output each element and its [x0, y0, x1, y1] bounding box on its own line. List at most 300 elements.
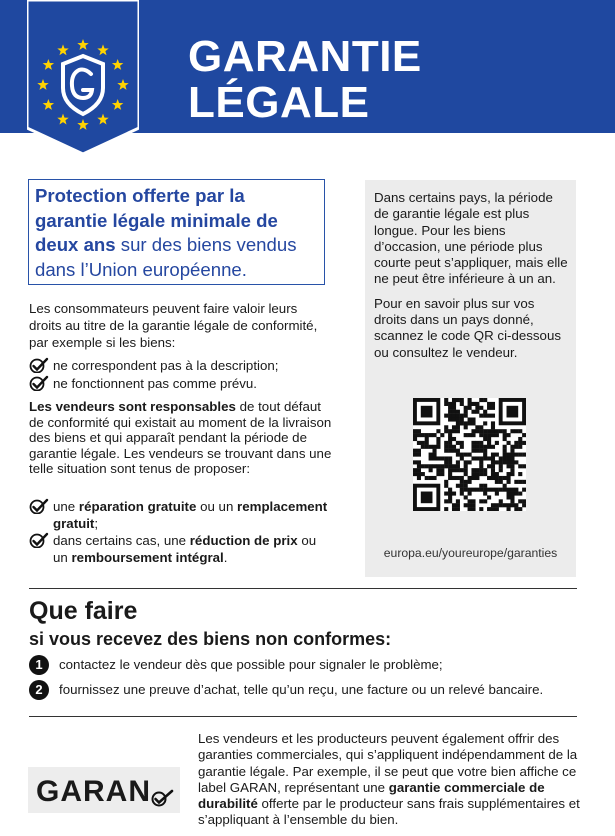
qr-module — [464, 410, 468, 414]
qr-module — [468, 492, 472, 496]
qr-module — [514, 480, 518, 484]
qr-module — [417, 429, 421, 433]
qr-module — [432, 433, 436, 437]
qr-module — [518, 507, 522, 511]
remedy-bold-2: remboursement intégral — [71, 550, 224, 565]
qr-module — [491, 425, 495, 429]
qr-module — [417, 476, 421, 480]
qr-module — [448, 437, 452, 441]
qr-module — [468, 499, 472, 503]
qr-module — [413, 472, 417, 476]
qr-module — [479, 484, 483, 488]
qr-module — [432, 476, 436, 480]
qr-module — [518, 453, 522, 457]
qr-module — [479, 449, 483, 453]
qr-module — [417, 468, 421, 472]
qr-module — [510, 464, 514, 468]
qr-module — [495, 433, 499, 437]
divider — [29, 716, 577, 717]
qr-module — [503, 503, 507, 507]
qr-module — [456, 499, 460, 503]
qr-module — [468, 476, 472, 480]
qr-module — [448, 464, 452, 468]
garan-check-icon — [150, 789, 174, 807]
qr-module — [436, 456, 440, 460]
qr-module — [507, 476, 511, 480]
qr-module — [491, 414, 495, 418]
vendors-rest: de tout défaut de conformité qui existait au moment de la livraison des biens et qui apparaît pendant la période de garantie légale. Les vendeurs se trouvant dans une telle situation sont tenus de proposer: — [29, 399, 332, 477]
qr-module — [499, 476, 503, 480]
qr-module — [510, 460, 514, 464]
qr-module — [510, 495, 514, 499]
qr-module — [413, 433, 417, 437]
qr-module — [429, 468, 433, 472]
qr-code[interactable] — [413, 398, 526, 511]
qr-module — [456, 468, 460, 472]
qr-module — [507, 495, 511, 499]
qr-module — [479, 445, 483, 449]
qr-module — [491, 429, 495, 433]
qr-module — [479, 433, 483, 437]
qr-module — [518, 441, 522, 445]
qr-module — [518, 464, 522, 468]
qr-module — [503, 456, 507, 460]
qr-module — [483, 445, 487, 449]
qr-finder — [507, 406, 519, 418]
qr-module — [491, 445, 495, 449]
qr-module — [460, 492, 464, 496]
qr-module — [464, 406, 468, 410]
qr-module — [491, 456, 495, 460]
remedy-post: ; — [94, 516, 99, 531]
condition-text: ne fonctionnent pas comme prévu. — [53, 376, 258, 391]
qr-module — [491, 507, 495, 511]
qr-module — [448, 402, 452, 406]
qr-module — [503, 433, 507, 437]
qr-module — [499, 456, 503, 460]
qr-module — [460, 468, 464, 472]
qr-module — [471, 472, 475, 476]
qr-module — [479, 472, 483, 476]
qr-module — [444, 499, 448, 503]
qr-module — [429, 453, 433, 457]
qr-module — [503, 488, 507, 492]
qr-module — [495, 460, 499, 464]
qr-module — [471, 421, 475, 425]
qr-module — [495, 476, 499, 480]
qr-module — [510, 503, 514, 507]
qr-module — [468, 453, 472, 457]
qr-module — [429, 445, 433, 449]
vendors-bold: Les vendeurs sont responsables — [29, 399, 236, 414]
qr-module — [417, 464, 421, 468]
qr-module — [444, 445, 448, 449]
qr-module — [471, 445, 475, 449]
qr-module — [444, 464, 448, 468]
protection-bold: Protection offerte par la garantie légale minimale de deux ans — [35, 185, 278, 255]
remedy-bold-1: réduction de prix — [189, 533, 298, 548]
qr-module — [510, 499, 514, 503]
qr-module — [514, 441, 518, 445]
qr-module — [452, 398, 456, 402]
qr-module — [471, 499, 475, 503]
qr-module — [479, 499, 483, 503]
qr-module — [518, 445, 522, 449]
qr-module — [429, 433, 433, 437]
qr-module — [452, 437, 456, 441]
qr-module — [460, 445, 464, 449]
qr-module — [460, 421, 464, 425]
qr-module — [522, 488, 526, 492]
qr-module — [471, 402, 475, 406]
qr-module — [444, 480, 448, 484]
qr-module — [514, 453, 518, 457]
qr-module — [421, 472, 425, 476]
qr-module — [491, 402, 495, 406]
qr-module — [452, 507, 456, 511]
qr-module — [518, 499, 522, 503]
qr-module — [471, 476, 475, 480]
qr-module — [452, 449, 456, 453]
qr-module — [460, 398, 464, 402]
qr-module — [471, 433, 475, 437]
qr-module — [456, 449, 460, 453]
qr-module — [503, 429, 507, 433]
qr-module — [464, 464, 468, 468]
qr-module — [518, 429, 522, 433]
qr-module — [499, 480, 503, 484]
qr-module — [448, 492, 452, 496]
qr-module — [452, 402, 456, 406]
qr-module — [514, 503, 518, 507]
qr-module — [448, 441, 452, 445]
qr-module — [440, 456, 444, 460]
qr-module — [464, 433, 468, 437]
qr-module — [417, 472, 421, 476]
condition-item — [29, 375, 339, 392]
qr-module — [507, 472, 511, 476]
qr-module — [510, 468, 514, 472]
qr-module — [471, 441, 475, 445]
qr-module — [491, 488, 495, 492]
qr-module — [444, 425, 448, 429]
qr-module — [483, 499, 487, 503]
qr-module — [436, 472, 440, 476]
remedy-mid: ou un — [196, 499, 238, 514]
qr-module — [507, 480, 511, 484]
qr-module — [421, 464, 425, 468]
qr-module — [444, 460, 448, 464]
qr-module — [483, 468, 487, 472]
protection-box — [28, 179, 325, 285]
commercial-text-pre: Les vendeurs et les producteurs peuvent également offrir des garanties commerciales, qui s’appliquent indépendamment de la garantie légale. Par exemple, il se peut que votre bien affiche ce label GARAN, représentant une — [198, 731, 578, 795]
qr-module — [503, 460, 507, 464]
qr-module — [495, 441, 499, 445]
remedy-text — [53, 498, 329, 532]
qr-module — [475, 410, 479, 414]
qr-module — [468, 406, 472, 410]
qr-module — [503, 445, 507, 449]
qr-module — [460, 476, 464, 480]
qr-module — [417, 433, 421, 437]
qr-module — [514, 492, 518, 496]
qr-module — [432, 464, 436, 468]
qr-module — [460, 441, 464, 445]
qr-module — [514, 460, 518, 464]
qr-module — [475, 456, 479, 460]
qr-module — [507, 433, 511, 437]
qr-module — [483, 437, 487, 441]
qr-module — [510, 488, 514, 492]
qr-module — [491, 453, 495, 457]
qr-module — [479, 425, 483, 429]
qr-module — [456, 410, 460, 414]
qr-module — [444, 414, 448, 418]
qr-module — [479, 488, 483, 492]
qr-module — [436, 437, 440, 441]
qr-module — [429, 456, 433, 460]
qr-module — [495, 480, 499, 484]
qr-module — [464, 421, 468, 425]
qr-module — [421, 433, 425, 437]
qr-module — [456, 507, 460, 511]
qr-module — [503, 449, 507, 453]
qr-module — [464, 472, 468, 476]
qr-module — [487, 456, 491, 460]
vendors-text — [29, 399, 334, 477]
qr-module — [507, 456, 511, 460]
qr-module — [522, 441, 526, 445]
qr-module — [440, 433, 444, 437]
qr-module — [464, 414, 468, 418]
qr-module — [483, 433, 487, 437]
qr-module — [507, 488, 511, 492]
qr-module — [510, 449, 514, 453]
qr-module — [518, 492, 522, 496]
qr-module — [468, 398, 472, 402]
qr-module — [456, 417, 460, 421]
page-title — [188, 34, 422, 126]
remedy-bold-1: réparation gratuite — [78, 499, 197, 514]
qr-module — [452, 425, 456, 429]
qr-module — [510, 472, 514, 476]
qr-module — [452, 492, 456, 496]
qr-module — [495, 492, 499, 496]
qr-module — [483, 449, 487, 453]
step-item — [29, 655, 589, 675]
qr-module — [487, 507, 491, 511]
qr-module — [448, 417, 452, 421]
commercial-text — [198, 731, 584, 829]
qr-module — [483, 492, 487, 496]
qr-module — [499, 503, 503, 507]
qr-module — [503, 484, 507, 488]
qr-module — [487, 437, 491, 441]
divider — [29, 588, 577, 589]
qr-module — [487, 495, 491, 499]
qr-module — [425, 476, 429, 480]
qr-module — [471, 417, 475, 421]
qr-module — [479, 464, 483, 468]
qr-module — [456, 453, 460, 457]
qr-module — [444, 484, 448, 488]
qr-module — [471, 456, 475, 460]
qr-module — [475, 488, 479, 492]
qr-module — [448, 456, 452, 460]
qr-module — [456, 398, 460, 402]
qr-module — [468, 402, 472, 406]
qr-module — [464, 488, 468, 492]
qr-module — [487, 488, 491, 492]
qr-module — [522, 499, 526, 503]
qr-module — [510, 429, 514, 433]
step-number: 2 — [29, 680, 49, 700]
qr-module — [487, 414, 491, 418]
qr-module — [464, 425, 468, 429]
qr-module — [475, 468, 479, 472]
qr-module — [479, 441, 483, 445]
step-number: 1 — [29, 655, 49, 675]
check-icon — [29, 357, 53, 373]
qr-module — [444, 507, 448, 511]
qr-module — [444, 402, 448, 406]
info-panel-text — [374, 190, 570, 369]
qr-module — [487, 406, 491, 410]
qr-finder — [421, 406, 433, 418]
qr-module — [475, 406, 479, 410]
qr-module — [440, 468, 444, 472]
intro-text: Les consommateurs peuvent faire valoir leurs droits au titre de la garantie légale de conformité, par exemple si les biens: — [29, 301, 318, 350]
step-text: contactez le vendeur dès que possible pour signaler le problème; — [59, 657, 443, 672]
qr-module — [460, 484, 464, 488]
qr-module — [475, 449, 479, 453]
qr-module — [483, 456, 487, 460]
qr-module — [413, 460, 417, 464]
qr-module — [444, 429, 448, 433]
qr-module — [495, 429, 499, 433]
qr-module — [468, 488, 472, 492]
qr-module — [495, 507, 499, 511]
info-paragraph-2: Pour en savoir plus sur vos droits dans un pays donné, scannez le code QR ci-dessous ou consultez le vendeur. — [374, 295, 561, 360]
qr-module — [413, 468, 417, 472]
qr-module — [460, 456, 464, 460]
qr-module — [421, 445, 425, 449]
qr-module — [518, 472, 522, 476]
qr-module — [475, 425, 479, 429]
qr-module — [491, 460, 495, 464]
remedy-pre: dans certains cas, une — [53, 533, 190, 548]
qr-module — [475, 429, 479, 433]
qr-module — [468, 503, 472, 507]
qr-module — [491, 406, 495, 410]
qr-module — [507, 492, 511, 496]
qr-module — [413, 449, 417, 453]
qr-module — [479, 507, 483, 511]
qr-module — [468, 421, 472, 425]
qr-module — [471, 488, 475, 492]
qr-module — [460, 480, 464, 484]
qr-module — [507, 460, 511, 464]
protection-rest: sur des biens vendus dans l’Union européenne. — [35, 234, 297, 280]
qr-module — [456, 425, 460, 429]
qr-module — [503, 437, 507, 441]
qr-module — [491, 476, 495, 480]
remedy-text — [53, 532, 329, 566]
qr-module — [448, 445, 452, 449]
europa-link[interactable]: europa.eu/youreurope/garanties — [383, 546, 558, 560]
qr-module — [487, 402, 491, 406]
check-icon — [29, 375, 53, 391]
qr-module — [436, 468, 440, 472]
qr-module — [510, 445, 514, 449]
qr-module — [468, 460, 472, 464]
qr-module — [471, 410, 475, 414]
qr-module — [429, 464, 433, 468]
qr-module — [464, 484, 468, 488]
qr-module — [464, 453, 468, 457]
qr-module — [471, 507, 475, 511]
remedy-mid: ou un — [53, 533, 317, 565]
qr-module — [479, 429, 483, 433]
qr-module — [413, 437, 417, 441]
qr-module — [510, 456, 514, 460]
qr-module — [522, 503, 526, 507]
qr-module — [503, 476, 507, 480]
qr-module — [456, 484, 460, 488]
qr-module — [475, 441, 479, 445]
qr-module — [440, 464, 444, 468]
qr-module — [522, 464, 526, 468]
info-paragraph-1: Dans certains pays, la période de garantie légale est plus longue. Pour les biens d’occasion, une période plus courte peut s’appliquer, mais elle ne peut être inférieure à un an. — [374, 190, 568, 287]
qr-module — [432, 449, 436, 453]
what-to-do-subtitle: si vous recevez des biens non conformes: — [29, 629, 392, 649]
qr-module — [487, 445, 491, 449]
qr-module — [452, 445, 456, 449]
title-line-2: LÉGALE — [188, 78, 370, 127]
remedy-pre: une — [53, 499, 79, 514]
qr-module — [507, 503, 511, 507]
qr-module — [429, 476, 433, 480]
qr-module — [456, 464, 460, 468]
qr-module — [479, 406, 483, 410]
qr-module — [464, 468, 468, 472]
qr-module — [436, 464, 440, 468]
qr-module — [444, 449, 448, 453]
remedy-bold-2: remplacement gratuit — [53, 499, 328, 531]
qr-module — [425, 445, 429, 449]
qr-module — [522, 453, 526, 457]
qr-finder — [421, 492, 433, 504]
qr-module — [483, 472, 487, 476]
qr-module — [514, 445, 518, 449]
qr-module — [456, 460, 460, 464]
qr-module — [491, 472, 495, 476]
qr-module — [425, 433, 429, 437]
qr-module — [499, 429, 503, 433]
commercial-bold: garantie commerciale de durabilité — [198, 779, 545, 812]
qr-module — [440, 472, 444, 476]
qr-module — [479, 468, 483, 472]
qr-module — [471, 429, 475, 433]
remedy-item — [29, 532, 329, 566]
qr-module — [448, 449, 452, 453]
qr-module — [464, 460, 468, 464]
qr-module — [425, 437, 429, 441]
qr-module — [448, 429, 452, 433]
qr-module — [514, 488, 518, 492]
condition-item — [29, 357, 339, 374]
qr-module — [452, 406, 456, 410]
